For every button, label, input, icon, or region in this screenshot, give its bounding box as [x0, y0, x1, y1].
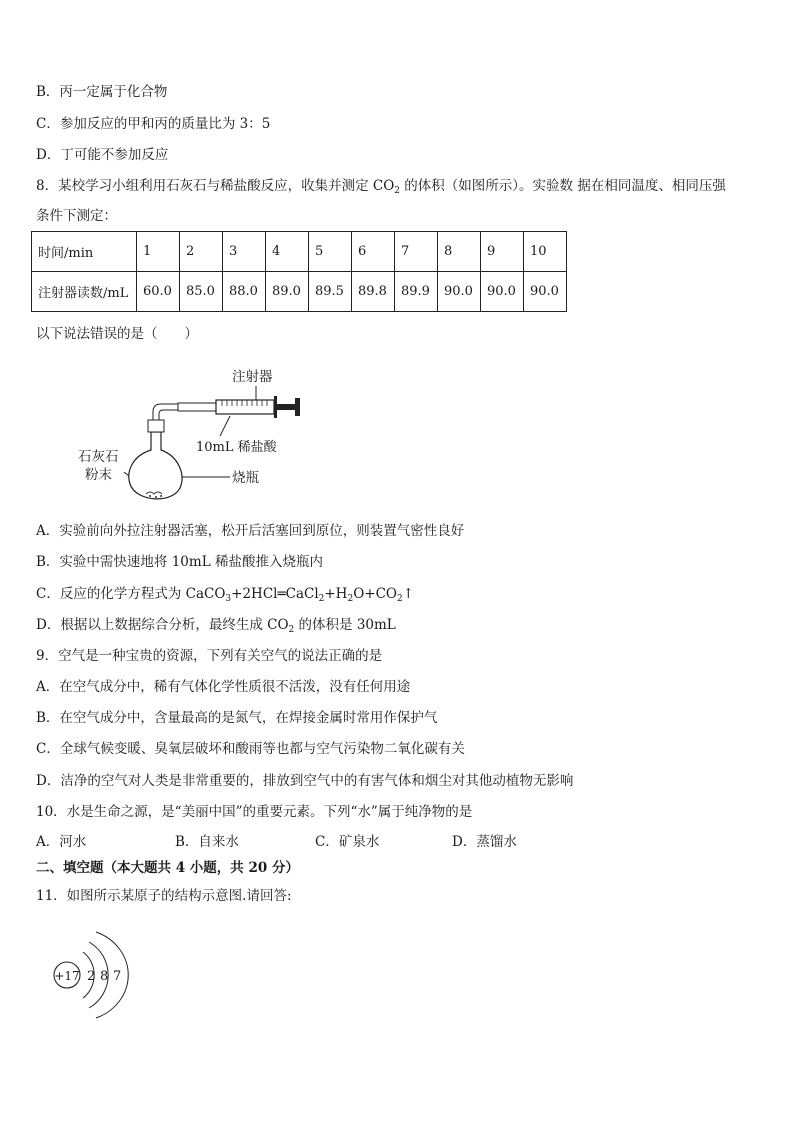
table-cell: 1 — [137, 232, 180, 272]
q10-option-c: C．矿泉水 — [315, 834, 380, 850]
q10-options — [36, 832, 596, 852]
label-syringe: 注射器 — [232, 369, 273, 385]
label-flask: 烧瓶 — [232, 470, 259, 486]
label-limestone-1: 石灰石 — [78, 449, 119, 465]
table-cell: 3 — [223, 232, 266, 272]
table-header-reading: 注射器读数/mL — [32, 272, 137, 312]
table-cell: 85.0 — [180, 272, 223, 312]
table-row — [32, 232, 567, 272]
table-cell: 89.5 — [309, 272, 352, 312]
q10-option-a: A．河水 — [36, 834, 87, 850]
table-cell: 8 — [438, 232, 481, 272]
q8-option-c-text-a: C．反应的化学方程式为 CaCO — [36, 586, 226, 602]
q8-option-c-text-f: ↑ — [402, 586, 415, 602]
table-row — [32, 272, 567, 312]
connecting-tube — [153, 404, 178, 420]
nucleus-charge: +17 — [54, 969, 80, 983]
q8-option-c-sub: 2 — [318, 594, 325, 604]
table-cell: 9 — [481, 232, 524, 272]
atom-structure-diagram — [50, 930, 190, 1020]
table-cell: 60.0 — [137, 272, 180, 312]
syringe-barrel — [216, 400, 274, 414]
q8-option-c-equals: ═ — [277, 586, 286, 602]
q8-option-c-sub: 3 — [225, 594, 232, 604]
q8-stem-sub: 2 — [394, 186, 401, 196]
table-cell: 89.9 — [395, 272, 438, 312]
q8-option-c-text-c: CaCl — [285, 586, 319, 602]
q8-option-a: A．实验前向外拉注射器活塞，松开后活塞回到原位，则装置气密性良好 — [36, 523, 465, 539]
table-cell: 90.0 — [438, 272, 481, 312]
q8-option-c — [36, 584, 414, 604]
table-cell: 7 — [395, 232, 438, 272]
table-cell: 10 — [524, 232, 567, 272]
q10-option-b: B．自来水 — [175, 834, 239, 850]
q8-option-d-sub: 2 — [288, 625, 295, 635]
q9-stem: 9．空气是一种宝贵的资源，下列有关空气的说法正确的是 — [36, 648, 383, 664]
table-header-time: 时间/min — [32, 232, 137, 272]
table-cell: 6 — [352, 232, 395, 272]
q9-option-d: D．洁净的空气对人类是非常重要的，排放到空气中的有害气体和烟尘对其他动植物无影响 — [36, 773, 574, 789]
q8-stem-line1 — [36, 176, 726, 196]
shell-electron-count: 8 — [100, 969, 109, 984]
syringe-flange — [274, 396, 277, 418]
q8-question: 以下说法错误的是（ ） — [36, 326, 198, 342]
q9-option-c: C．全球气候变暖、臭氧层破坏和酸雨等也都与空气污染物二氧化碳有关 — [36, 741, 465, 757]
syringe-thumb-rest — [295, 398, 300, 416]
q8-option-b: B．实验中需快速地将 10mL 稀盐酸推入烧瓶内 — [36, 554, 323, 570]
q8-option-d-text-b: 的体积是 30mL — [294, 617, 396, 633]
label-acid: 10mL 稀盐酸 — [196, 440, 277, 455]
q10-option-d: D．蒸馏水 — [452, 834, 517, 850]
apparatus-figure — [60, 360, 320, 510]
q8-option-c-sub: 2 — [347, 594, 354, 604]
table-cell: 90.0 — [481, 272, 524, 312]
q8-option-d-text-a: D．根据以上数据综合分析，最终生成 CO — [36, 617, 289, 633]
q8-option-c-text-d: +H — [324, 586, 348, 602]
flask-stopper — [148, 420, 164, 432]
table-cell: 89.0 — [266, 272, 309, 312]
table-cell: 90.0 — [524, 272, 567, 312]
shell-electron-count: 2 — [87, 969, 96, 984]
table-cell: 88.0 — [223, 272, 266, 312]
rubber-tube — [178, 403, 216, 411]
table-cell: 4 — [266, 232, 309, 272]
section-heading: 二、填空题（本大题共 4 小题，共 20 分） — [36, 860, 299, 876]
q8-stem-text-a: 8．某校学习小组利用石灰石与稀盐酸反应，收集并测定 CO — [36, 178, 395, 194]
flask-body — [129, 432, 182, 499]
q8-stem-text-b: 的体积（如图所示）。实验数 据在相同温度、相同压强 — [400, 178, 726, 194]
q8-option-c-sub: 2 — [396, 594, 403, 604]
q9-option-a: A．在空气成分中，稀有气体化学性质很不活泼，没有任何用途 — [36, 679, 411, 695]
table-cell: 2 — [180, 232, 223, 272]
q8-option-c-text-b: +2HCl — [231, 586, 278, 602]
table-cell: 5 — [309, 232, 352, 272]
q7-option-b: B．丙一定属于化合物 — [36, 84, 168, 100]
q8-option-c-text-e: O+CO — [353, 586, 397, 602]
label-limestone-2: 粉末 — [85, 467, 112, 483]
q10-stem: 10．水是生命之源，是“美丽中国”的重要元素。下列“水”属于纯净物的是 — [36, 804, 473, 820]
q7-option-c: C．参加反应的甲和丙的质量比为 3：5 — [36, 116, 271, 132]
q8-option-d — [36, 615, 396, 635]
shell-electron-count: 7 — [113, 969, 122, 984]
q7-option-d: D．丁可能不参加反应 — [36, 147, 169, 163]
leader-acid — [220, 416, 230, 436]
syringe-plunger — [277, 404, 295, 410]
table-cell: 89.8 — [352, 272, 395, 312]
q8-stem-line2: 条件下测定： — [36, 208, 117, 224]
q11-stem: 11．如图所示某原子的结构示意图.请回答: — [36, 888, 292, 904]
q9-option-b: B．在空气成分中，含量最高的是氮气，在焊接金属时常用作保护气 — [36, 710, 438, 726]
q8-data-table — [31, 231, 567, 312]
